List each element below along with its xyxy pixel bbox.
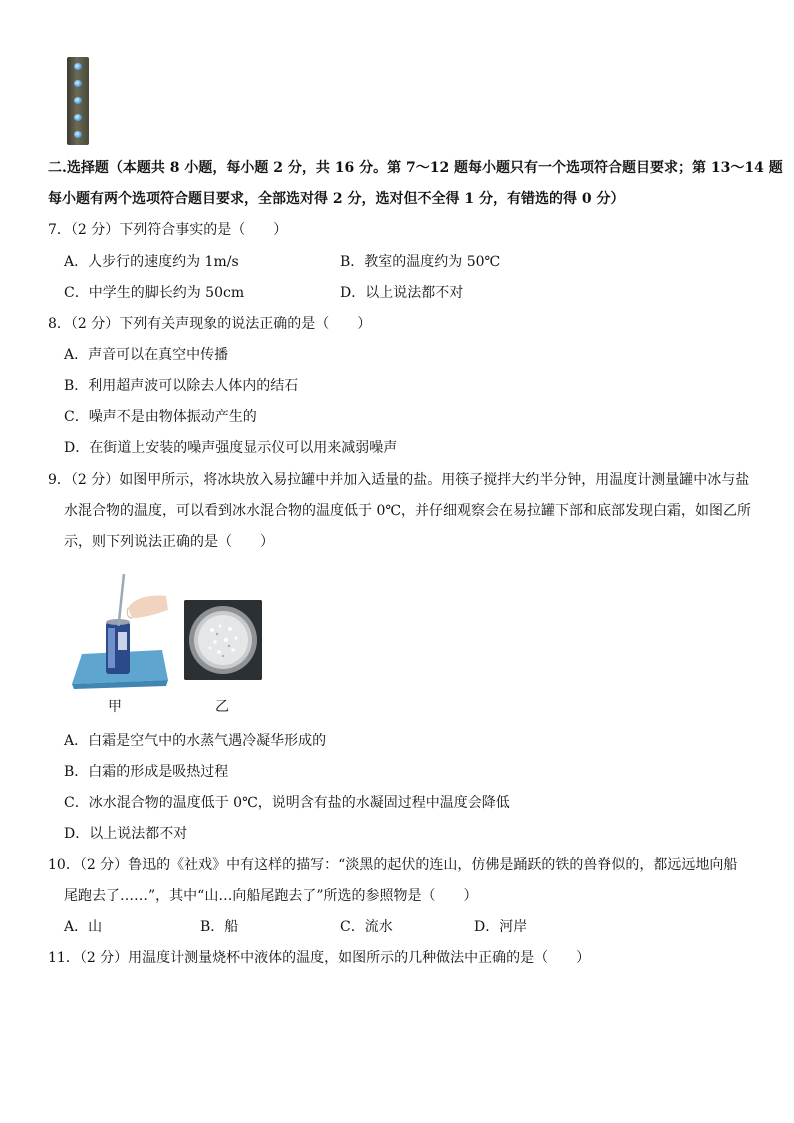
q10-option-b: B．船: [200, 919, 239, 935]
q8-stem: 8．（2 分）下列有关声现象的说法正确的是（ ）: [48, 316, 372, 332]
q7-option-d: D．以上说法都不对: [340, 285, 464, 301]
q7-option-b: B．教室的温度约为 50℃: [340, 254, 501, 270]
q7-option-a: A．人步行的速度约为 1m/s: [64, 254, 239, 270]
q8-option-d: D．在街道上安装的噪声强度显示仪可以用来减弱噪声: [64, 440, 398, 456]
bead-icon: [74, 114, 82, 121]
q10-option-a: A．山: [64, 919, 103, 935]
q9-option-a: A．白霜是空气中的水蒸气遇冷凝华形成的: [64, 733, 327, 749]
q9-stem-line1: 9．（2 分）如图甲所示，将冰块放入易拉罐中并加入适量的盐。用筷子搅拌大约半分钟，用温度计测量罐中冰与盐: [48, 472, 750, 488]
q7-option-c: C．中学生的脚长约为 50cm: [64, 285, 245, 301]
q9-option-b: B．白霜的形成是吸热过程: [64, 764, 229, 780]
frost-can-bottom-image: [184, 600, 262, 680]
q7-stem: 7．（2 分）下列符合事实的是（ ）: [48, 222, 288, 238]
q10-stem-line2: 尾跑去了……”，其中“山…向船尾跑去了”所选的参照物是（ ）: [64, 888, 478, 904]
q9-stem-line2: 水混合物的温度，可以看到冰水混合物的温度低于 0℃，并仔细观察会在易拉罐下部和底部发现白霜，如图乙所: [64, 503, 752, 519]
q8-option-a: A．声音可以在真空中传播: [64, 347, 229, 363]
bead-icon: [74, 63, 82, 70]
q10-stem-line1: 10．（2 分）鲁迅的《社戏》中有这样的描写：“淡黑的起伏的连山，仿佛是踊跃的铁的兽脊似的，都远远地向船: [48, 857, 738, 873]
beads-strip-image: [67, 57, 89, 145]
q9-option-d: D．以上说法都不对: [64, 826, 188, 842]
section-heading-line1: 二.选择题（本题共 8 小题，每小题 2 分，共 16 分。第 7～12 题每小题只有一个选项符合题目要求；第 13～14 题: [48, 160, 783, 176]
q10-option-c: C．流水: [340, 919, 393, 935]
q11-stem: 11．（2 分）用温度计测量烧杯中液体的温度，如图所示的几种做法中正确的是（ ）: [48, 950, 591, 966]
q10-option-d: D．河岸: [474, 919, 528, 935]
can-on-towel-image: [70, 572, 170, 690]
q8-option-b: B．利用超声波可以除去人体内的结石: [64, 378, 299, 394]
bead-icon: [74, 97, 82, 104]
bead-icon: [74, 131, 82, 138]
q8-option-c: C．噪声不是由物体振动产生的: [64, 409, 257, 425]
section-heading-line2: 每小题有两个选项符合题目要求，全部选对得 2 分，选对但不全得 1 分，有错选的得 0 分）: [48, 191, 625, 207]
q9-stem-line3: 示，则下列说法正确的是（ ）: [64, 534, 274, 550]
figure-caption-jia: 甲: [108, 699, 122, 715]
figure-caption-yi: 乙: [215, 699, 229, 715]
q9-option-c: C．冰水混合物的温度低于 0℃，说明含有盐的水凝固过程中温度会降低: [64, 795, 510, 811]
bead-icon: [74, 80, 82, 87]
